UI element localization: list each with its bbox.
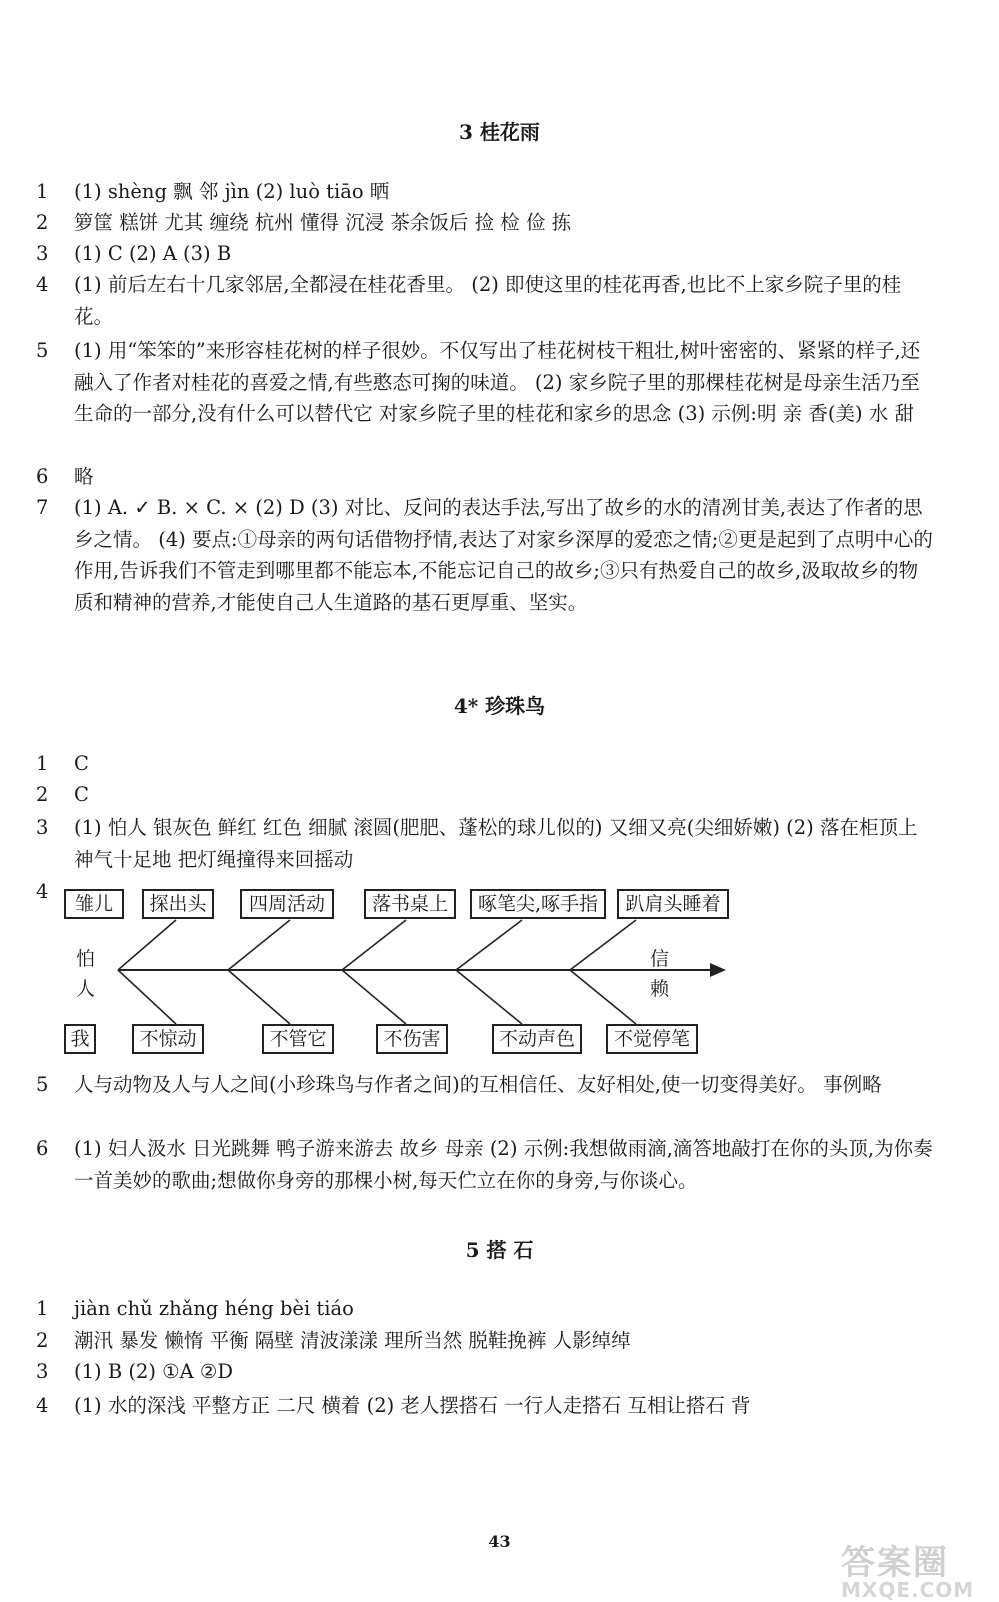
watermark-bottom: MXQE.COM: [841, 1578, 975, 1602]
item-text: (1) 怕人 银灰色 鲜红 红色 细腻 滚圆(肥肥、蓬松的球儿似的) 又细又亮(尖细娇嫩) (2) 落在柜顶上 神气十足地 把灯绳撞得来回摇动: [74, 816, 918, 871]
item-number: 2: [36, 1329, 49, 1352]
diagram-top-box: 啄笔尖,啄手指: [470, 889, 606, 919]
item-text: (1) 妇人汲水 日光跳舞 鸭子游来游去 故乡 母亲 (2) 示例:我想做雨滴,滴答地敲打在你的头顶,为你奏一首美妙的歌曲;想做你身旁的那棵小树,每天伫立在你的身旁,与你谈心。: [74, 1137, 933, 1192]
item-text: (1) 用“笨笨的”来形容桂花树的样子很妙。不仅写出了桂花树枝干粗壮,树叶密密的、紧紧的样子,还融入了作者对桂花的喜爱之情,有些憨态可掬的味道。 (2) 家乡院子里的那棵桂花树是母亲生活乃至生命的一部分,没有什么可以替代它 对家乡院子里的桂花和家乡的思念 (3) 示例:明 亲 香(美) 水 甜: [74, 339, 921, 425]
list-item: [36, 492, 936, 618]
item-number: 1: [36, 180, 49, 203]
section-title: 3 桂花雨: [459, 120, 540, 144]
diagram-right-label: 赖: [650, 978, 670, 1000]
diagram-top-box: 雏儿: [64, 889, 124, 919]
diagram-bottom-box: 不伤害: [376, 1024, 448, 1054]
item-number: 6: [36, 465, 49, 488]
item-number: 4: [36, 880, 49, 903]
diagram-bottom-box: 不觉停笔: [606, 1024, 698, 1054]
list-item: [36, 461, 936, 493]
item-number: 3: [36, 1360, 49, 1383]
item-text: (1) B (2) ①A ②D: [74, 1360, 234, 1383]
list-item: [36, 269, 936, 332]
item-number: 5: [36, 1073, 49, 1096]
list-item: [36, 1069, 936, 1101]
item-number: 4: [36, 273, 49, 296]
item-number: 6: [36, 1137, 49, 1160]
diagram-bottom-box: 不管它: [262, 1024, 334, 1054]
diagram-bottom-box: 我: [64, 1024, 96, 1054]
item-text: C: [74, 783, 89, 806]
list-item: [36, 176, 936, 208]
item-number: 4: [36, 1394, 49, 1417]
item-text: (1) shèng 飘 邻 jìn (2) luò tiāo 晒: [74, 180, 390, 203]
item-number: 3: [36, 816, 49, 839]
list-item: [36, 1293, 936, 1325]
item-number: 3: [36, 242, 49, 265]
diagram-top-box: 四周活动: [240, 889, 334, 919]
list-item: [36, 207, 936, 239]
section-title: 5 搭 石: [465, 1238, 534, 1262]
section-title: 4* 珍珠鸟: [453, 694, 546, 718]
item-number: 2: [36, 211, 49, 234]
item-text: jiàn chǔ zhǎng héng bèi tiáo: [74, 1297, 354, 1320]
item-text: 潮汛 暴发 懒惰 平衡 隔壁 清波漾漾 理所当然 脱鞋挽裤 人影绰绰: [74, 1329, 631, 1352]
diagram-top-box: 趴肩头睡着: [617, 889, 729, 919]
list-item: [36, 238, 936, 270]
item-text: (1) A. ✓ B. × C. × (2) D (3) 对比、反问的表达手法,写出了故乡的水的清冽甘美,表达了作者的思乡之情。 (4) 要点:①母亲的两句话借物抒情,表达了对家乡深厚的爱恋之情;②更是起到了点明中心的作用,告诉我们不管走到哪里都不能忘本,不能忘记自己的故乡;③只有热爱自己的故乡,汲取故乡的物质和精神的营养,才能使自己人生道路的基石更厚重、坚实。: [74, 496, 933, 614]
diagram-bottom-box: 不惊动: [132, 1024, 204, 1054]
list-item: [36, 1325, 936, 1357]
item-text: 人与动物及人与人之间(小珍珠鸟与作者之间)的互相信任、友好相处,使一切变得美好。 事例略: [74, 1073, 882, 1096]
diagram-top-box: 探出头: [142, 889, 214, 919]
diagram-left-label: 人: [76, 978, 96, 1000]
list-item: [36, 779, 936, 811]
diagram-bottom-box: 不动声色: [492, 1024, 582, 1054]
list-item: [36, 1390, 936, 1422]
diagram-right-label: 信: [650, 948, 670, 970]
watermark-top: 答案圈: [841, 1543, 949, 1583]
watermark-logo: [841, 1535, 991, 1602]
item-number: 7: [36, 496, 49, 519]
page-number: 43: [488, 1532, 511, 1551]
diagram-top-box: 落书桌上: [364, 889, 456, 919]
list-item: [36, 1133, 936, 1196]
list-item: [36, 1356, 936, 1388]
item-text: C: [74, 752, 89, 775]
item-number: 2: [36, 783, 49, 806]
item-number: 5: [36, 339, 49, 362]
diagram-left-label: 怕: [76, 948, 96, 970]
list-item: [36, 748, 936, 780]
item-text: 箩筐 糕饼 尤其 缠绕 杭州 懂得 沉浸 茶余饭后 捡 检 俭 拣: [74, 211, 572, 234]
list-item: [36, 335, 936, 430]
item-text: (1) 前后左右十几家邻居,全都浸在桂花香里。 (2) 即使这里的桂花再香,也比不上家乡院子里的桂花。: [74, 273, 902, 328]
item-number: 1: [36, 1297, 49, 1320]
list-item: [36, 812, 936, 875]
item-text: (1) 水的深浅 平整方正 二尺 横着 (2) 老人摆搭石 一行人走搭石 互相让搭石 背: [74, 1394, 751, 1417]
item-text: 略: [74, 465, 94, 488]
item-number: 1: [36, 752, 49, 775]
item-text: (1) C (2) A (3) B: [74, 242, 232, 265]
